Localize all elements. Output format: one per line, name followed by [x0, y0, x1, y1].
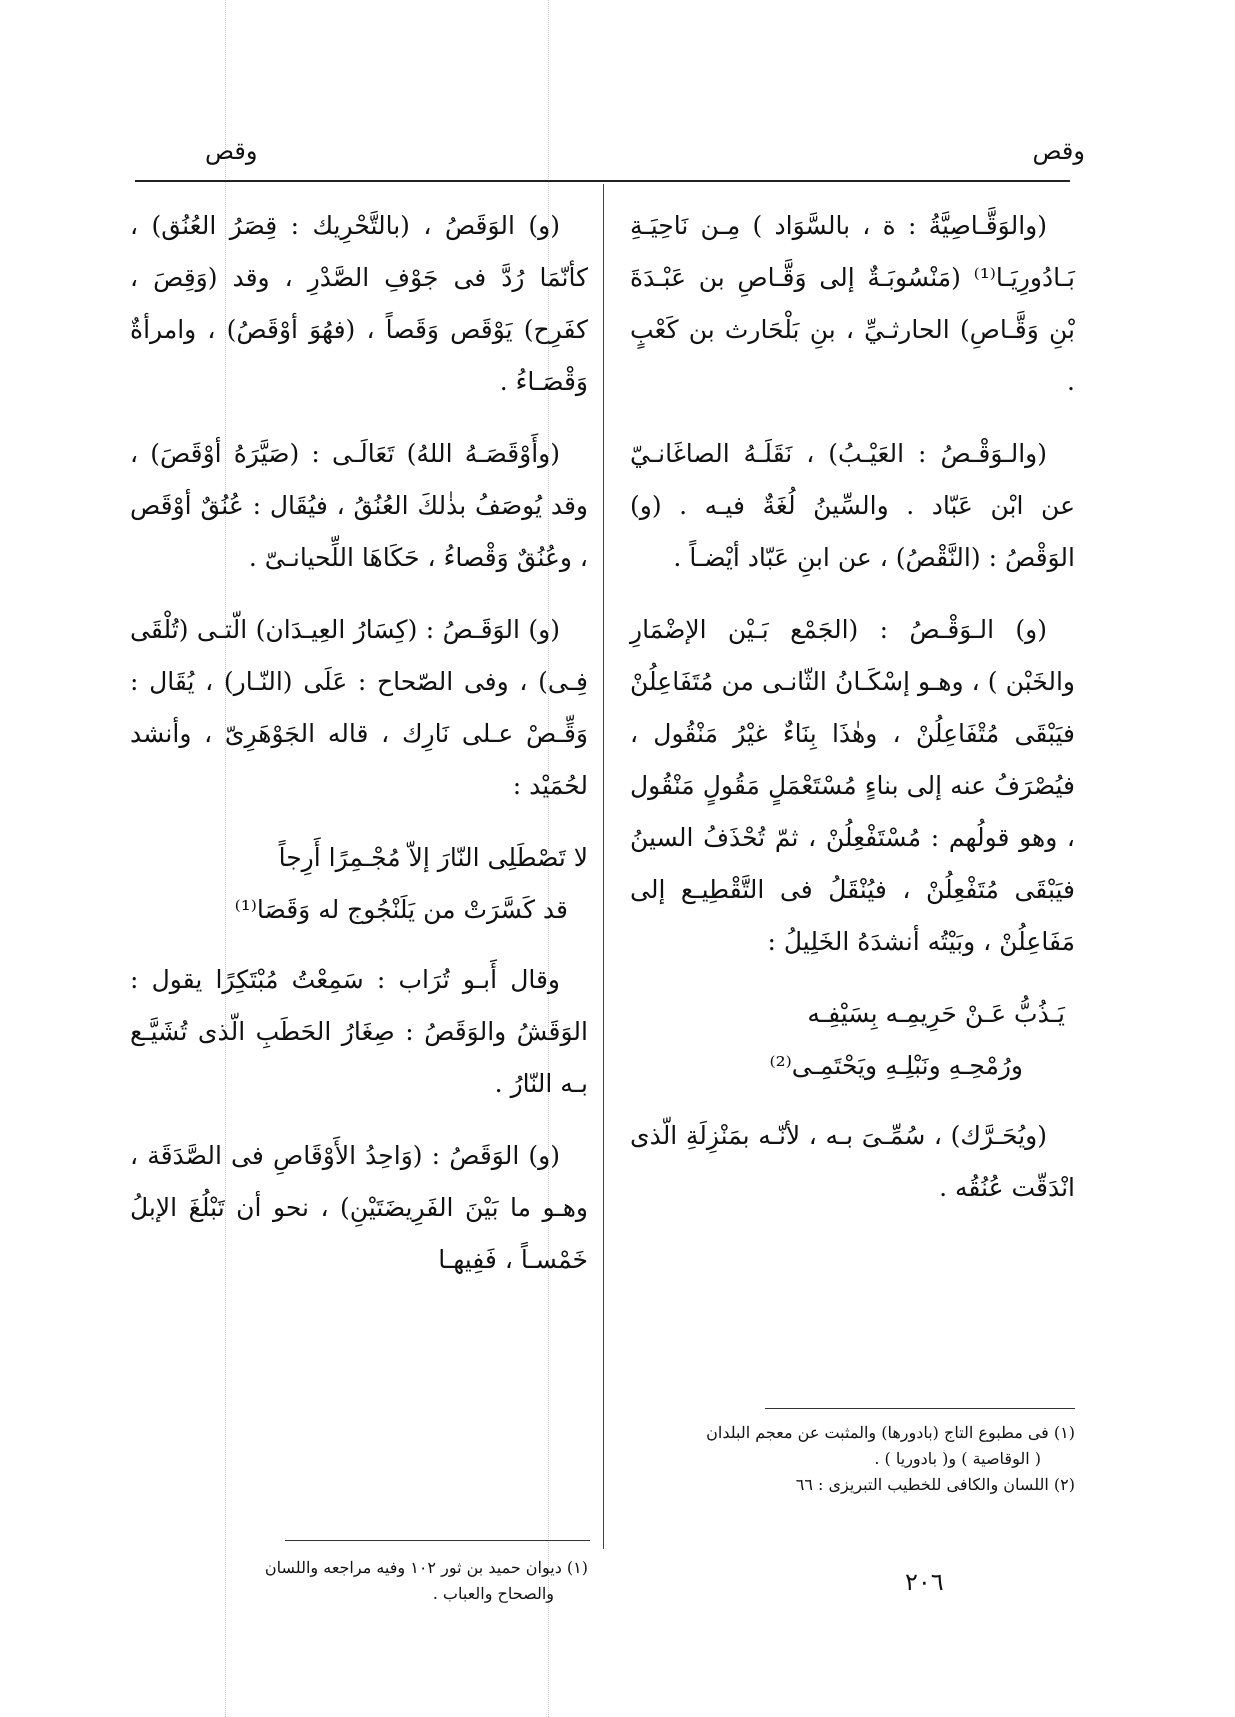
running-head-right: وقص	[1032, 137, 1085, 165]
entry-paragraph: (و) الـوَقْـصُ : (الجَمْع بَـيْن الإضْمَارِ والخَبْن ) ، وهـو إسْكَـانُ الثّانـى من مُتَفَاعِلُنْ فيَبْقَى مُتْفَاعِلُنْ ، وهٰذَا بِنَاءٌ غيْرُ مَنْقُول ، فيُصْرَفُ عنه إلى بناءٍ مُسْتَعْمَلٍ مَقُولٍ مَنْقُول ، وهو قولُهم : مُسْتَفْعِلُنْ ، ثمّ تُحْذَفُ السينُ فيَبْقَى مُتَفْعِلُنْ ، فيُنْقَلُ فى التَّقْطِيـع إلى مَفَاعِلُنْ ، وبَيْتُه أنشدَهُ الخَلِيلُ :	[630, 615, 1075, 956]
entry-paragraph: (والوَقَّـاصِيَّةُ : ة ، بالسَّوَاد ) مِـن نَاحِيَـةِ بَـادُورِيَـا⁽¹⁾ (مَنْسُوبَـةٌ إلى وَقَّـاصِ بن عَبْـدَةَ بْنِ وَقَّـاصِ) الحارثـيِّ ، بنِ بَلْحَارث بن كَعْبٍ .	[630, 211, 1075, 396]
entry-paragraph: (و) الوَقَـصُ : (كِسَارُ العِيـدَان) الّتـى (تُلْقَى فِـى) ، وفى الصّحاح : عَلَى (النّـار) ، يُقَال : وَقِّـصْ عـلى نَارِك ، قاله الجَوْهَرِىّ ، وأنشد لحُمَيْد :	[130, 615, 588, 800]
page-number: ٢٠٦	[905, 1568, 944, 1596]
footnote-line: والصحاح والعباب .	[432, 1584, 554, 1603]
entry-paragraph: (ويُحَـرَّك) ، سُمِّـىَ بـه ، لأنّـه بمَنْزِلَةِ الّذى انْدَقّت عُنُقُه .	[630, 1121, 1075, 1202]
running-head-left: وقص	[205, 137, 258, 165]
entry-paragraph: (والـوَقْـصُ : العَيْـبُ) ، نَقَلَـهُ الصاغَانـيّ عن ابْن عَبّاد . والسِّينُ لُغَةٌ فيـه . (و) الوَقْصُ : (النَّقْصُ) ، عن ابنِ عَبّاد أيْضـاً .	[630, 439, 1075, 572]
entry-paragraph: (و) الوَقَصُ : (وَاحِدُ الأَوْقَاصِ فى الصَّدَقَة ، وهـو ما بَيْنَ الفَرِيضَتَيْنِ) ، نحو أن تَبْلُغَ الإبلُ خَمْسـاً ، فَفِيهـا	[130, 1141, 588, 1274]
footnotes-right	[630, 1420, 1075, 1498]
entry-paragraph: وقال أَبـو تُرَاب : سَمِعْتُ مُبْتَكِرًا يقول : الوَقَشُ والوَقَصُ : صِغَارُ الحَطَبِ الّذى تُشَيَّـع بـه النّارُ .	[130, 965, 588, 1098]
verse-hemistich: يَـذُبُّ عَـنْ حَرِيمِـه بِسَيْفِـه	[807, 999, 1065, 1028]
footnotes-left	[130, 1555, 588, 1607]
verse-block	[630, 988, 1075, 1092]
footnote-rule	[285, 1540, 590, 1541]
footnote-line: (٢) اللسان والكافى للخطيب التبريزى : ٦٦	[795, 1475, 1075, 1494]
footnote-line: ( الوقاصية ) و( بادوريا ) .	[874, 1449, 1041, 1468]
verse-block	[130, 832, 588, 936]
column-divider	[603, 184, 604, 1549]
right-column	[630, 200, 1075, 1234]
footnote-rule	[765, 1408, 1075, 1409]
verse-hemistich: ورُمْحِـهِ ونَبْلِـهِ ويَحْتَمِـى⁽²⁾	[769, 1051, 1023, 1080]
left-column	[130, 200, 588, 1306]
header-rule	[135, 180, 1070, 182]
page-header	[135, 130, 1085, 174]
footnote-line: (١) ديوان حميد بن ثور ١٠٢ وفيه مراجعه واللسان	[264, 1558, 588, 1577]
entry-paragraph: (و) الوَقَصُ ، (بالتَّحْرِيك : قِصَرُ العُنُق) ، كأنّمَا رُدَّ فى جَوْفِ الصَّدْرِ ، وقد (وَقِصَ ، كفَرِح) يَوْقَص وَقَصاً ، (فهُوَ أوْقَصُ) ، وامرأةٌ وَقْصَـاءُ .	[130, 211, 588, 396]
entry-paragraph: (وأَوْقَصَـهُ اللهُ) تَعَالَـى : (صَيَّرَهُ أوْقَصَ) ، وقد يُوصَفُ بذٰلكَ العُنُقُ ، فيُقَال : عُنُقٌ أوْقَص ، وعُنُقٌ وَقْصاءُ ، حَكَاهَا اللِّحيانـىّ .	[130, 439, 588, 572]
verse-hemistich: لا تَصْطَلِى النّارَ إلاّ مُجْـمِرًا أَرِجاً	[278, 843, 588, 872]
footnote-line: (١) فى مطبوع التاج (بادورها) والمثبت عن معجم البلدان	[706, 1423, 1075, 1442]
verse-hemistich: قد كَسَّرَتْ من يَلَنْجُوج له وَقَصَا⁽¹⁾	[234, 895, 568, 924]
